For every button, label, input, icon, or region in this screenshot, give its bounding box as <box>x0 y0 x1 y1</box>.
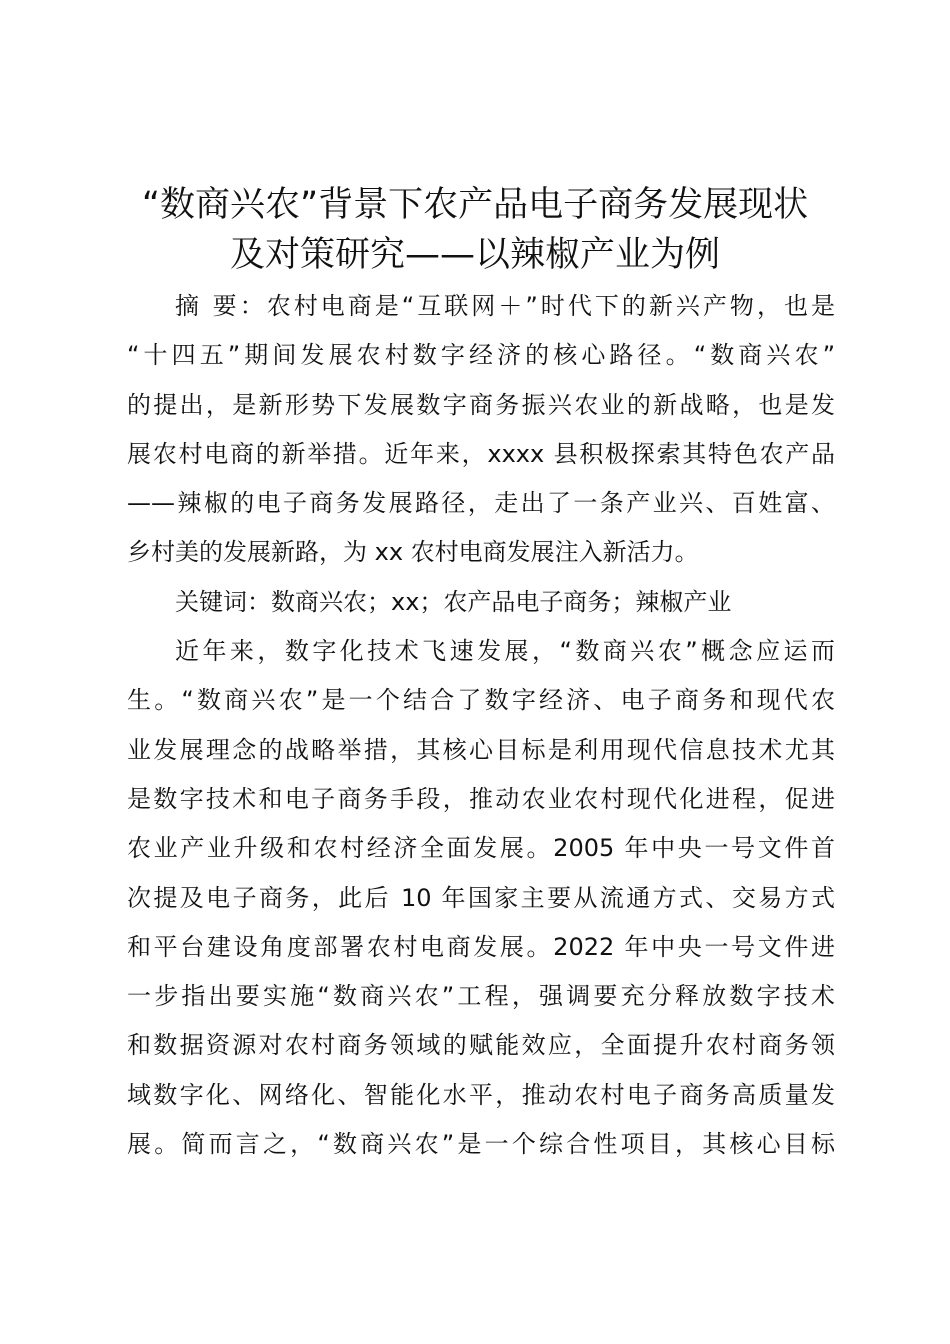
body-line: 和数据资源对农村商务领域的赋能效应，全面提升农村商务领 <box>127 1031 835 1060</box>
abstract-line: 的提出，是新形势下发展数字商务振兴农业的新战略，也是发 <box>127 390 835 419</box>
document-title-line-2: 及对策研究——以辣椒产业为例 <box>229 235 720 275</box>
body-line: 域数字化、网络化、智能化水平，推动农村电子商务高质量发 <box>127 1080 835 1109</box>
document-body <box>127 282 835 1169</box>
body-line: 和平台建设角度部署农村电商发展。2022 年中央一号文件进 <box>127 932 835 961</box>
abstract-line: ——辣椒的电子商务发展路径，走出了一条产业兴、百姓富、 <box>127 489 835 518</box>
body-line: 业发展理念的战略举措，其核心目标是利用现代信息技术尤其 <box>127 735 835 764</box>
body-line: 农业产业升级和农村经济全面发展。2005 年中央一号文件首 <box>127 834 835 863</box>
body-line: 是数字技术和电子商务手段，推动农业农村现代化进程，促进 <box>127 784 835 813</box>
body-line: 展。简而言之，“数商兴农”是一个综合性项目，其核心目标 <box>127 1130 835 1159</box>
abstract-line: 摘 要：农村电商是“互联网＋”时代下的新兴产物，也是 <box>175 292 835 320</box>
body-line: 近年来，数字化技术飞速发展，“数商兴农”概念应运而 <box>175 637 835 666</box>
body-line: 生。“数商兴农”是一个结合了数字经济、电子商务和现代农 <box>127 686 835 715</box>
keywords-line: 关键词：数商兴农；xx；农产品电子商务；辣椒产业 <box>175 587 732 616</box>
body-line: 一步指出要实施“数商兴农”工程，强调要充分释放数字技术 <box>127 982 835 1011</box>
document-title-line-1: “数商兴农”背景下农产品电子商务发展现状 <box>141 185 809 225</box>
abstract-line: 乡村美的发展新路，为 xx 农村电商发展注入新活力。 <box>127 538 699 567</box>
body-line: 次提及电子商务，此后 10 年国家主要从流通方式、交易方式 <box>127 883 835 912</box>
abstract-line: “十四五”期间发展农村数字经济的核心路径。“数商兴农” <box>127 341 835 370</box>
abstract-line: 展农村电商的新举措。近年来，xxxx 县积极探索其特色农产品 <box>127 439 835 468</box>
